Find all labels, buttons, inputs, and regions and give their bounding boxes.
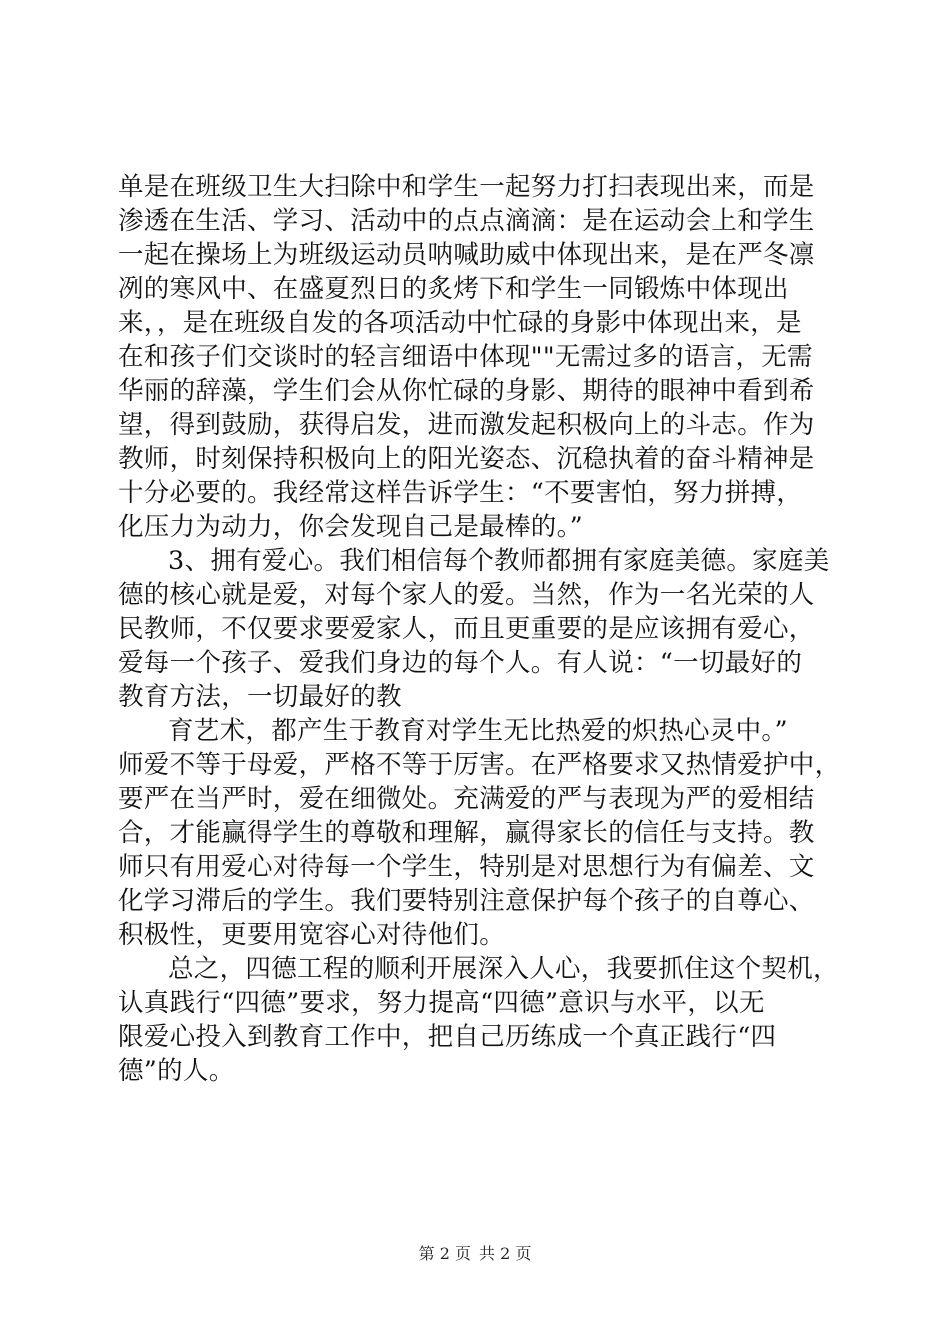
text-line: 师只有用爱心对待每一个学生，特别是对思想行为有偏差、文 xyxy=(118,852,815,882)
text-line: 民教师，不仅要求要爱家人，而且更重要的是应该拥有爱心， xyxy=(118,614,815,644)
text-line: 化压力为动力，你会发现自己是最棒的。” xyxy=(118,512,583,542)
text-line: 师爱不等于母爱，严格不等于厉害。在严格要求又热情爱护中， xyxy=(118,750,841,780)
body-text xyxy=(118,170,841,1088)
text-line: 德的核心就是爱，对每个家人的爱。当然，作为一名光荣的人 xyxy=(118,580,815,610)
text-line: 限爱心投入到教育工作中，把自己历练成一个真正践行“四 xyxy=(118,1022,777,1052)
text-line: 渗透在生活、学习、活动中的点点滴滴：是在运动会上和学生 xyxy=(118,206,815,236)
paragraph-start-line: 3、拥有爱心。我们相信每个教师都拥有家庭美德。家庭美 xyxy=(168,546,830,576)
page-footer xyxy=(0,1243,950,1265)
text-line: 单是在班级卫生大扫除中和学生一起努力打扫表现出来，而是 xyxy=(118,172,815,202)
text-line: 认真践行“四德”要求，努力提高“四德”意识与水平，以无 xyxy=(118,988,765,1018)
paragraph-start-line: 育艺术，都产生于教育对学生无比热爱的炽热心灵中。” xyxy=(168,716,788,746)
text-line: 要严在当严时，爱在细微处。充满爱的严与表现为严的爱相结 xyxy=(118,784,815,814)
text-line: 积极性，更要用宽容心对待他们。 xyxy=(118,920,506,950)
text-line: 华丽的辞藻，学生们会从你忙碌的身影、期待的眼神中看到希 xyxy=(118,376,815,406)
paragraph-start-line: 总之，四德工程的顺利开展深入人心，我要抓住这个契机， xyxy=(168,954,839,984)
text-line: 化学习滞后的学生。我们要特别注意保护每个孩子的自尊心、 xyxy=(118,886,815,916)
text-line: 来，，是在班级自发的各项活动中忙碌的身影中体现出来，是 xyxy=(118,308,802,338)
text-line: 爱每一个孩子、爱我们身边的每个人。有人说：“一切最好的 xyxy=(118,648,803,678)
text-line: 十分必要的。我经常这样告诉学生：“不要害怕，努力拼搏， xyxy=(118,478,803,508)
text-line: 德”的人。 xyxy=(118,1056,235,1086)
page-number: 第 2 页 xyxy=(418,1244,471,1263)
text-line: 合，才能赢得学生的尊敬和理解，赢得家长的信任与支持。教 xyxy=(118,818,815,848)
text-line: 教师，时刻保持积极向上的阳光姿态、沉稳执着的奋斗精神是 xyxy=(118,444,815,474)
text-line: 一起在操场上为班级运动员呐喊助威中体现出来，是在严冬凛 xyxy=(118,240,815,270)
text-line: 教育方法，一切最好的教 xyxy=(118,682,402,712)
text-line: 冽的寒风中、在盛夏烈日的炙烤下和学生一同锻炼中体现出 xyxy=(118,274,789,304)
page-total: 共 2 页 xyxy=(479,1244,532,1263)
text-line: 望，得到鼓励，获得启发，进而激发起积极向上的斗志。作为 xyxy=(118,410,815,440)
text-line: 在和孩子们交谈时的轻言细语中体现""无需过多的语言，无需 xyxy=(118,342,813,372)
